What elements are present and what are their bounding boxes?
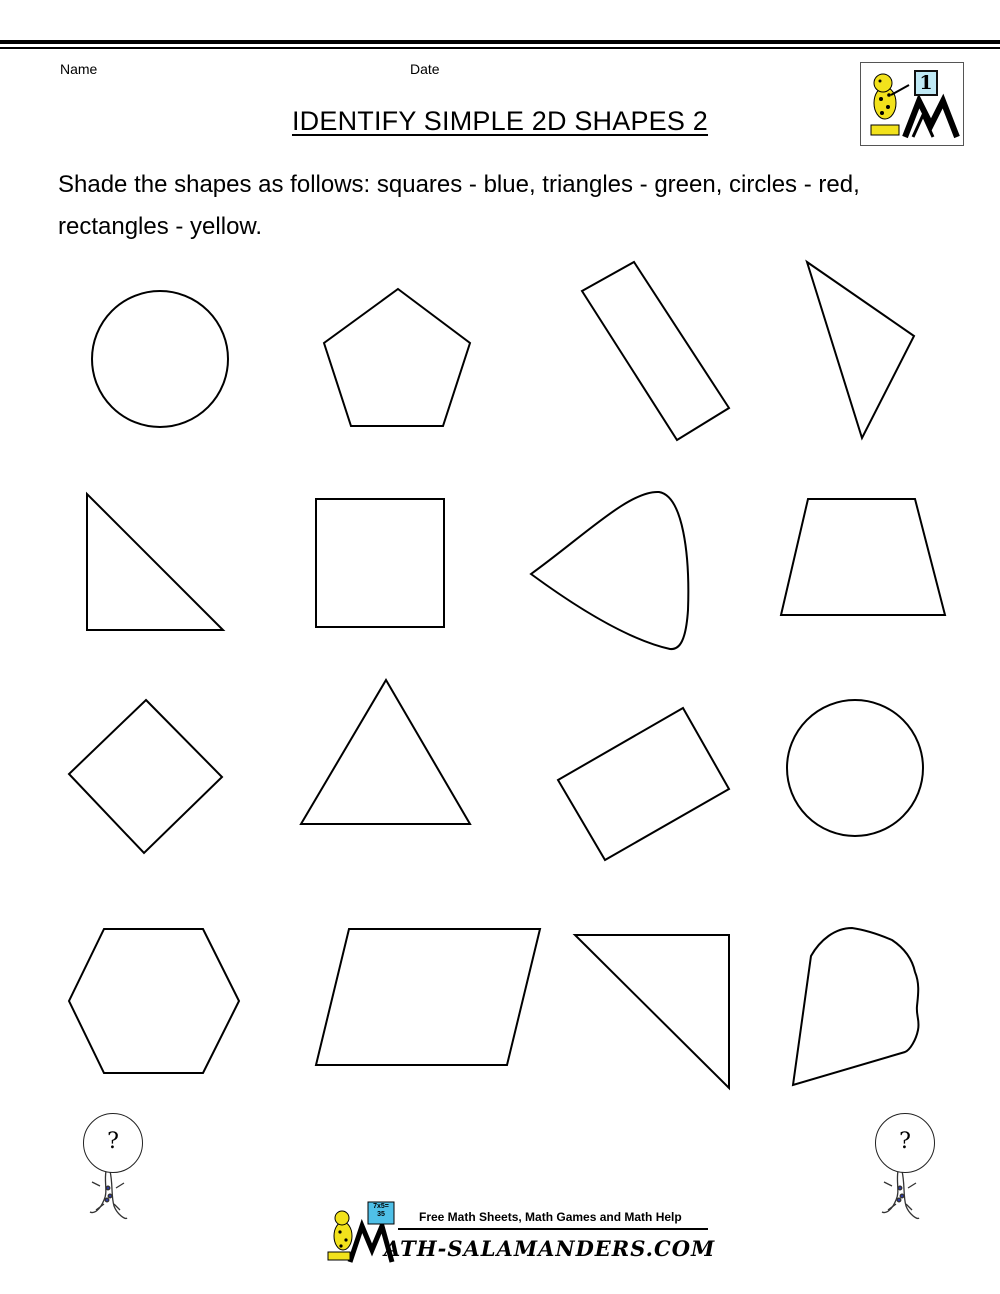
date-label: Date xyxy=(410,61,440,77)
shape-triangle-4[interactable] xyxy=(575,935,729,1088)
footer-badge-text: 7x5= 35 xyxy=(373,1203,389,1218)
help-bubble-right[interactable]: ? xyxy=(875,1113,935,1173)
shape-square-1[interactable] xyxy=(316,499,444,627)
shape-triangle-1[interactable] xyxy=(807,262,914,438)
help-bubble-left[interactable]: ? xyxy=(83,1113,143,1173)
shape-circle-2[interactable] xyxy=(787,700,923,836)
footer-site-name[interactable]: ATH-SALAMANDERS.COM xyxy=(384,1236,716,1261)
page-title-text: IDENTIFY SIMPLE 2D SHAPES 2 xyxy=(291,106,709,136)
help-salamander-right-icon xyxy=(882,1171,919,1218)
shape-rectangle-2[interactable] xyxy=(558,708,729,860)
shape-circle-1[interactable] xyxy=(92,291,228,427)
grade-badge: 1 xyxy=(914,70,938,96)
shape-parallelogram[interactable] xyxy=(316,929,540,1065)
shape-pentagon[interactable] xyxy=(324,289,470,426)
footer-tagline: Free Math Sheets, Math Games and Math Help xyxy=(419,1210,682,1224)
shape-rectangle-1[interactable] xyxy=(582,262,729,440)
shape-curved-shape[interactable] xyxy=(531,492,688,649)
shape-triangle-2[interactable] xyxy=(87,494,223,630)
shape-trapezium[interactable] xyxy=(781,499,945,615)
shape-hexagon[interactable] xyxy=(69,929,239,1073)
shape-triangle-3[interactable] xyxy=(301,680,470,824)
footer-rule xyxy=(398,1228,708,1230)
instructions-text: Shade the shapes as follows: squares - blue, triangles - green, circles - red, rectangles - yellow. xyxy=(58,171,860,240)
shape-irregular-shape[interactable] xyxy=(793,928,919,1085)
shape-square-2[interactable] xyxy=(69,700,222,853)
help-salamander-left-icon xyxy=(90,1171,127,1218)
name-label: Name xyxy=(60,61,98,77)
